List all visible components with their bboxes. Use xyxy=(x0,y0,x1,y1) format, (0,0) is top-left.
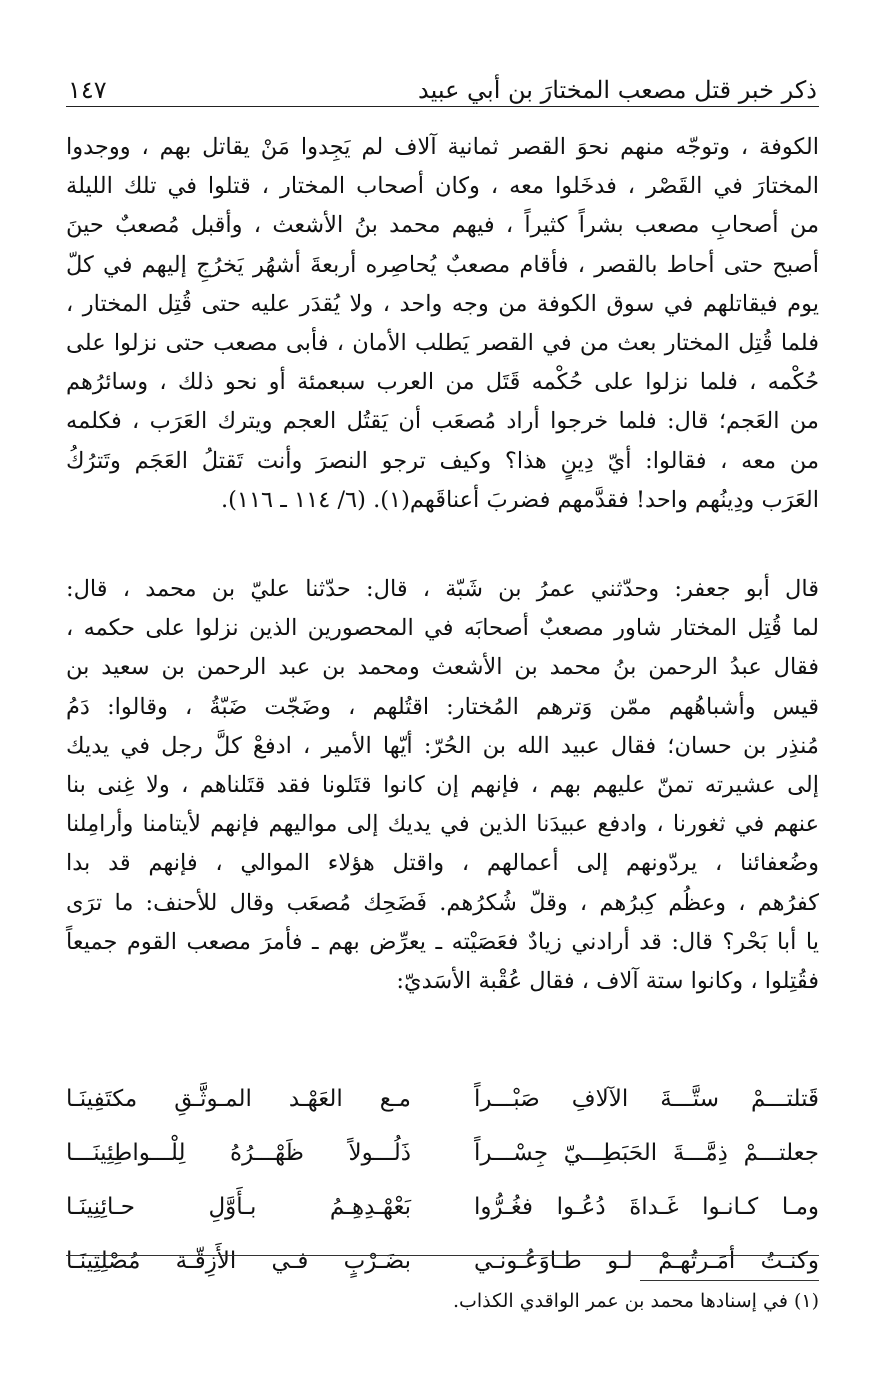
text-line: يا أبا بَحْر؟ قال: قد أرادني زيادٌ فعَصَيْته ـ يعرِّض بهم ـ فأمرَ مصعب القوم جميعاً xyxy=(66,928,819,955)
text-line: أصبح حتى أحاط بالقصر ، فأقام مصعبٌ يُحاصِره أربعةَ أشهُر يَخرُجِ إليهم في كلّ xyxy=(66,251,819,278)
text-line: قال أبو جعفر: وحدّثني عمرُ بن شَبّة ، قال: حدّثنا عليّ بن محمد ، قال: xyxy=(66,576,819,602)
poem-verse xyxy=(66,1180,819,1234)
text-line: وضُعفائنا ، يردّونهم إلى أعمالهم ، واقتل هؤلاء الموالي ، فإنهم قد بدا xyxy=(66,850,819,877)
text-line: يوم فيقاتلهم في سوق الكوفة من وجه واحد ، ولا يُقدَر عليه حتى قُتِل المختار ، xyxy=(66,290,819,317)
verse-second-hemistich: مـع العَهْـد المـوثَّـقِ مكتَفِينَـا xyxy=(66,1086,411,1112)
verse-first-hemistich: وكنـتُ أمَـرتُهـمْ لـو طـاوَعُـونـي xyxy=(474,1248,819,1274)
running-title: ذكر خبر قتل مصعب المختارَ بن أبي عبيد xyxy=(418,76,817,104)
page-header xyxy=(68,58,817,104)
verse-second-hemistich: بَعْهْـدِهِـمُ بـأَوَّلِ حـائِنِينَـا xyxy=(66,1194,411,1220)
page-number: ١٤٧ xyxy=(68,76,107,104)
text-line: المختارَ في القَصْر ، فدخَلوا معه ، وكان أصحاب المختار ، قتلوا في تلك الليلة xyxy=(66,173,819,200)
text-line: من معه ، فقالوا: أيّ دِينٍ هذا؟ وكيف ترجو النصرَ وأنت تَقتلُ العَجَم وتَترُكُ xyxy=(66,447,819,474)
text-line: فقال عبدُ الرحمن بنُ محمد بن الأشعث ومحمد بن عبد الرحمن بن سعيد بن xyxy=(66,654,819,681)
text-line: إلى عشيرته تمنّ عليهم بهم ، فإنهم إن كانوا قتَلونا فقد قتَلناهم ، ولا غِنى بنا xyxy=(66,772,819,799)
text-line: قيس وأشباهُهم ممّن وَترهم المُختار: اقتُلهم ، وضَجّت ضَبّةُ ، وقالوا: دَمُ xyxy=(66,693,819,720)
footnote-rule xyxy=(640,1280,819,1281)
text-line: لما قُتِل المختار شاور مصعبٌ أصحابَه في المحصورين الذين نزلوا على حكمه ، xyxy=(66,615,819,642)
paragraph-1 xyxy=(66,128,819,520)
text-line: مُنذِر بن حسان؛ فقال عبيد الله بن الحُرّ: أيّها الأمير ، ادفعْ كلَّ رجل في يديك xyxy=(66,732,819,759)
text-line: من العَجم؛ قال: فلما خرجوا أراد مُصعَب أن يَقتُل العجم ويترك العَرَب ، فكلمه xyxy=(66,408,819,435)
verse-first-hemistich: ومـا كـانـوا غَـداةَ دُعُـوا فغُـرُّوا xyxy=(474,1194,819,1220)
text-line: كفرُهم ، وعظُم كِبرُهم ، وقلّ شُكرُهم. فَضَحِك مُصعَب وقال للأحنف: ما ترَى xyxy=(66,889,819,916)
verse-second-hemistich: بضَـرْبٍ فـي الأَزِقّـة مُصْلِتِينَـا xyxy=(66,1248,411,1274)
text-line: فقُتِلوا ، وكانوا ستة آلاف ، فقال عُقْبة الأسَديّ: xyxy=(396,968,819,995)
text-line: العَرَب ودِينُهم واحد! فقدَّمهم فضربَ أعناقَهم(١). (٦/ ١١٤ ـ ١١٦). xyxy=(220,486,819,513)
poem-verse xyxy=(66,1126,819,1180)
text-line: الكوفة ، وتوجّه منهم نحوَ القصر ثمانية آلاف لم يَجِدوا مَنْ يقاتل بهم ، ووجدوا xyxy=(66,134,819,160)
poem-verse xyxy=(66,1072,819,1126)
verse-first-hemistich: قَتلتـــمْ ستَّـــةَ الآلافِ صَبْـــراً xyxy=(474,1086,819,1112)
header-rule xyxy=(66,106,819,107)
verse-first-hemistich: جعلتـــمْ ذِمَّـــةَ الحَبَطِـــيّ جِسْـــراً xyxy=(474,1140,819,1166)
text-line: حُكْمه ، فلما نزلوا على حُكْمه قَتَل من العرب سبعمئة أو نحو ذلك ، وسائرُهم xyxy=(66,369,819,396)
poem-end-rule xyxy=(66,1255,819,1256)
paragraph-2 xyxy=(66,570,819,1001)
verse-second-hemistich: ذَلُـــولاً ظَهْـــرُهُ لِلْـــواطِئِينَـــا xyxy=(66,1140,411,1166)
text-line: من أصحابِ مصعب بشراً كثيراً ، فيهم محمد بنُ الأشعث ، وأقبل مُصعبٌ حينَ xyxy=(66,212,819,239)
text-line: فلما قُتِل المختار بعث من في القصر يَطلب الأمان ، فأبى مصعب حتى نزلوا على xyxy=(66,330,819,357)
footnote: (١) في إسنادها محمد بن عمر الواقدي الكذاب. xyxy=(452,1290,819,1312)
text-line: عنهم في ثغورنا ، وادفع عبيدَنا الذين في يديك إلى مواليهم فإنهم لأيتامنا وأرامِلنا xyxy=(66,811,819,838)
